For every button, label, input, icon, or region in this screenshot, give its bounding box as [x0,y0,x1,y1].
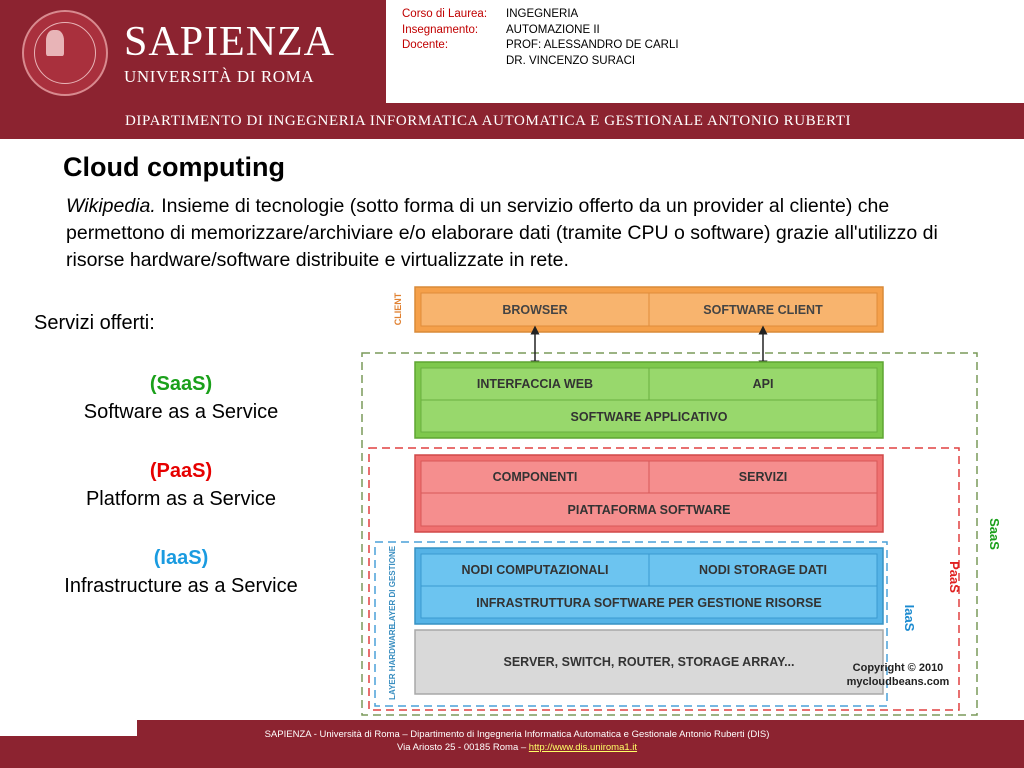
footer-line1: SAPIENZA - Università di Roma – Dipartimento di Ingegneria Informatica Automatica e Gestionale Antonio Ruberti (DIS) [264,729,770,740]
services-list [34,312,334,631]
footer-line2 [137,742,897,755]
services-label: Servizi offerti: [34,312,155,334]
saas-side-label: SaaS [987,518,1002,550]
servizi-label: SERVIZI [738,470,788,484]
copyright-line2: mycloudbeans.com [846,676,950,688]
brand-subtitle: UNIVERSITÀ DI ROMA [124,67,315,86]
browser-label: BROWSER [502,303,568,317]
software-applicativo-label: SOFTWARE APPLICATIVO [570,410,728,424]
course-row [402,23,679,39]
course-value: AUTOMAZIONE II [506,23,600,36]
course-label [402,54,506,70]
footer-text [137,729,897,754]
server-label: SERVER, SWITCH, ROUTER, STORAGE ARRAY... [503,655,795,669]
university-seal-logo [22,10,108,96]
iaas-side-label: IaaS [902,604,917,632]
slide-title: Cloud computing [63,152,285,182]
service-abbr: (IaaS) [153,547,209,569]
nodi-computazionali-label: NODI COMPUTAZIONALI [461,563,609,577]
paas-side-label: PaaS [947,561,962,593]
footer-notch [0,720,137,736]
service-item-saas [31,370,331,426]
course-label: Corso di Laurea: [402,8,488,20]
department-name: DIPARTIMENTO DI INGEGNERIA INFORMATICA AUTOMATICA E GESTIONALE ANTONIO RUBERTI [125,113,852,129]
software-client-label: SOFTWARE CLIENT [703,303,823,317]
course-row [402,7,679,23]
seal-figure-icon [46,30,64,56]
componenti-label: COMPONENTI [492,470,578,484]
course-label: Docente: [402,39,449,51]
service-name: Software as a Service [83,401,279,423]
course-row [402,54,679,70]
definition-paragraph [66,193,966,274]
definition-source: Wikipedia. [66,195,156,217]
footer-link[interactable]: http://www.dis.uniroma1.it [528,741,638,753]
infrastruttura-label: INFRASTRUTTURA SOFTWARE PER GESTIONE RISORSE [476,596,822,610]
api-label: API [752,377,774,391]
nodi-storage-label: NODI STORAGE DATI [698,563,828,577]
footer-address: Via Ariosto 25 - 00185 Roma – [396,741,529,753]
service-abbr: (PaaS) [149,460,213,482]
course-label: Insegnamento: [402,23,479,36]
interfaccia-web-label: INTERFACCIA WEB [476,377,594,391]
layer-hardware-label: LAYER HARDWARE [388,624,397,700]
service-name: Infrastructure as a Service [64,575,298,597]
brand-name: SAPIENZA [124,19,336,65]
copyright-line1: Copyright © 2010 [852,662,944,674]
client-side-label: CLIENT [393,292,403,326]
layer-gestione-label: LAYER DI GESTIONE [388,545,397,627]
definition-text: Insieme di tecnologie (sotto forma di un servizio offerto da un provider al cliente) che permettono di memorizzare/archiviare e/o elaborare dati (tramite CPU o software) grazie all'utilizzo di risorse hardware/software distribuite e virtualizzate in rete. [66,195,938,271]
piattaforma-software-label: PIATTAFORMA SOFTWARE [567,503,731,517]
course-value: INGEGNERIA [506,8,579,20]
cloud-stack-diagram [357,278,1002,718]
course-value: PROF: ALESSANDRO DE CARLI [506,39,679,51]
service-name: Platform as a Service [85,488,277,510]
course-value: DR. VINCENZO SURACI [506,54,636,67]
service-abbr: (SaaS) [149,373,213,395]
service-item-paas [31,457,331,513]
course-info [402,7,679,69]
course-row [402,38,679,54]
seal-ring [34,22,96,84]
service-item-iaas [31,544,331,600]
